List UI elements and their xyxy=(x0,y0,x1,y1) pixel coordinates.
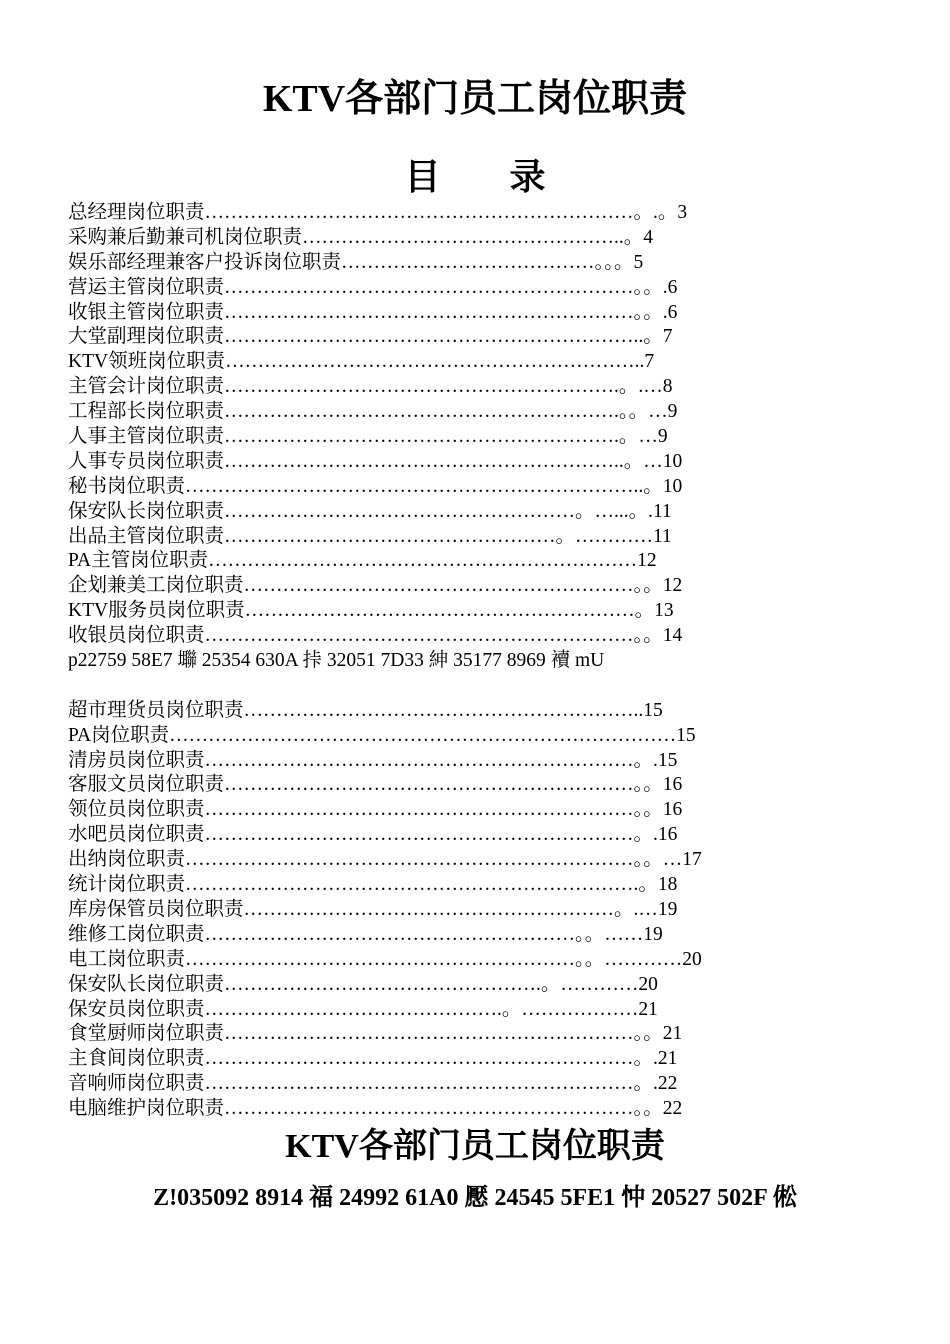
toc-heading: 目 录 xyxy=(404,157,546,197)
toc-entry[interactable]: 音响师岗位职责…………………………………………………………。.22 xyxy=(68,1073,678,1095)
toc-entry[interactable]: KTV领班岗位职责………………………………………………………..7 xyxy=(68,351,655,373)
toc-entry[interactable]: 人事主管岗位职责…………………………………………………….。…9 xyxy=(68,426,668,448)
table-of-contents xyxy=(68,201,888,1122)
toc-entry[interactable]: 电脑维护岗位职责………………………………………………………。。22 xyxy=(68,1098,683,1120)
toc-entry[interactable]: 保安员岗位职责……………………………………….。………………21 xyxy=(68,998,658,1020)
toc-entry[interactable]: 超市理货员岗位职责……………………………………………………..15 xyxy=(68,699,663,721)
toc-entry[interactable]: 总经理岗位职责…………………………………………………………。.。3 xyxy=(68,202,688,223)
toc-entry[interactable]: 统计岗位职责…………………………………………………………….。18 xyxy=(68,874,678,896)
toc-entry[interactable]: 营运主管岗位职责………………………………………………………。。.6 xyxy=(68,276,678,298)
toc-entry[interactable]: 工程部长岗位职责…………………………………………………….。。…9 xyxy=(68,401,678,423)
toc-entry[interactable]: 收银主管岗位职责………………………………………………………。。.6 xyxy=(68,301,678,323)
toc-entry[interactable]: 企划兼美工岗位职责……………………………………………………。。12 xyxy=(68,575,683,597)
toc-entry[interactable]: 维修工岗位职责…………………………………………………。。……19 xyxy=(68,923,663,945)
toc-entry[interactable]: 大堂副理岗位职责………………………………………………………..。7 xyxy=(68,326,673,348)
document-title: KTV各部门员工岗位职责 xyxy=(262,78,688,120)
toc-entry[interactable]: PA岗位职责……………………………………………………………………15 xyxy=(68,724,696,746)
section-title: KTV各部门员工岗位职责 xyxy=(285,1128,665,1165)
toc-entry[interactable]: 主管会计岗位职责…………………………………………………….。.…8 xyxy=(68,376,673,398)
toc-entry[interactable]: 水吧员岗位职责…………………………………………………………。.16 xyxy=(68,824,678,846)
toc-entry[interactable]: 采购兼后勤兼司机岗位职责…………………………………………..。4 xyxy=(68,226,654,248)
toc-entry[interactable]: 食堂厨师岗位职责………………………………………………………。。21 xyxy=(68,1023,683,1045)
toc-entry[interactable]: 电工岗位职责……………………………………………………。。…………20 xyxy=(68,948,702,970)
toc-entry[interactable]: 娱乐部经理兼客户投诉岗位职责…………………………………。。。5 xyxy=(68,251,644,273)
garbled-code-line: Z!035092 8914 福 24992 61A0 懕 24545 5FE1 忡 20527 502F 倯 xyxy=(153,1185,797,1211)
toc-entry[interactable]: 保安队长岗位职责………………………………………………。…...。.11 xyxy=(68,500,672,522)
toc-entry[interactable]: PA主管岗位职责…………………………………………………………12 xyxy=(68,550,657,572)
toc-entry[interactable]: 人事专员岗位职责……………………………………………………..。…10 xyxy=(68,450,683,472)
toc-entry[interactable]: 主食间岗位职责…………………………………………………………。.21 xyxy=(68,1048,678,1070)
garbled-text-line: p22759 58E7 壣 25354 630A 挊 32051 7D33 紳 35177 8969 襩 mU xyxy=(68,650,605,672)
toc-entry[interactable]: 出纳岗位职责……………………………………………………………。。…17 xyxy=(68,849,702,871)
toc-entry[interactable]: 秘书岗位职责……………………………………………………………..。10 xyxy=(68,475,683,497)
toc-entry[interactable]: 清房员岗位职责…………………………………………………………。.15 xyxy=(68,749,678,771)
toc-entry[interactable]: 库房保管员岗位职责…………………………………………………。.…19 xyxy=(68,898,678,920)
toc-entry[interactable]: KTV服务员岗位职责……………………………………………………。13 xyxy=(68,600,674,622)
toc-entry[interactable]: 收银员岗位职责…………………………………………………………。。14 xyxy=(68,625,683,647)
toc-entry[interactable]: 出品主管岗位职责……………………………………………。…………11 xyxy=(68,525,672,547)
toc-entry[interactable]: 客服文员岗位职责………………………………………………………。。16 xyxy=(68,774,683,796)
toc-entry[interactable]: 领位员岗位职责…………………………………………………………。。16 xyxy=(68,799,683,821)
toc-entry[interactable]: 保安队长岗位职责………………………………………….。…………20 xyxy=(68,973,658,995)
